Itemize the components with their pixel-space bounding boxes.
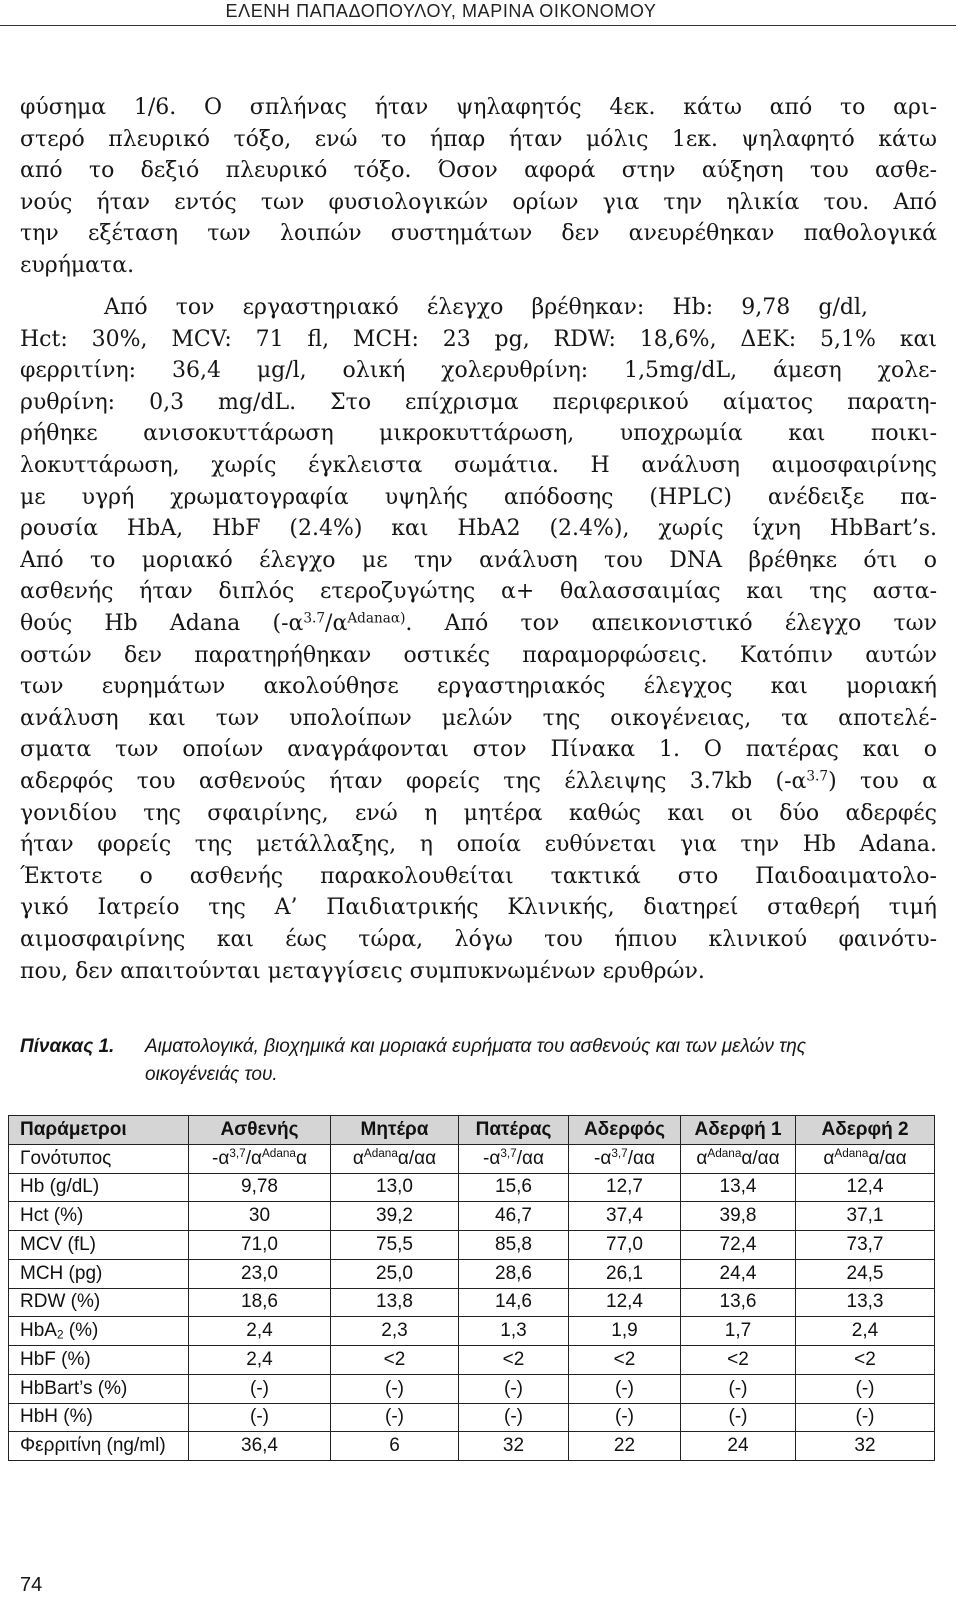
value-superscript: 3,7 <box>229 1146 246 1160</box>
text-line: ανάλυση και των υπολοίπων μελών της οικογένειας, τα αποτελέ- <box>20 705 937 731</box>
value-superscript: 3,7 <box>611 1146 628 1160</box>
row-parameter-cell: MCH (pg) <box>9 1259 189 1288</box>
value-cell-father: (-) <box>459 1403 569 1432</box>
table-head <box>9 1116 935 1145</box>
column-header-patient: Ασθενής <box>189 1116 331 1145</box>
value-cell-sister-2: 12,4 <box>796 1173 935 1202</box>
value-cell-sister-1: <2 <box>681 1346 796 1375</box>
text-line: αιμοσφαιρίνης και έως τώρα, λόγω του ήπιου κλινικού φαινότυ- <box>20 926 937 952</box>
value-cell-patient: (-) <box>189 1374 331 1403</box>
value-cell-mother: <2 <box>331 1346 459 1375</box>
value-cell-father: <2 <box>459 1346 569 1375</box>
value-cell-mother <box>331 1144 459 1173</box>
column-header-sister-1: Αδερφή 1 <box>681 1116 796 1145</box>
text-line-text: θούς Hb Adana (-α <box>20 611 304 636</box>
value-text: /αα <box>627 1147 655 1169</box>
running-head: ΕΛΕΝΗ ΠΑΠΑΔΟΠΟΥΛΟΥ, ΜΑΡΙΝΑ ΟΙΚΟΝΟΜΟΥ <box>225 1 657 21</box>
value-text: α <box>352 1147 364 1169</box>
text-line-superscript: Adanaα) <box>347 610 406 627</box>
value-cell-brother: (-) <box>569 1374 681 1403</box>
value-cell-brother: 1,9 <box>569 1317 681 1346</box>
value-text: α <box>295 1147 307 1169</box>
value-cell-father: 28,6 <box>459 1259 569 1288</box>
table-row <box>9 1288 935 1317</box>
value-cell-mother: 13,0 <box>331 1173 459 1202</box>
text-line <box>20 766 937 798</box>
column-header-sister-2: Αδερφή 2 <box>796 1116 935 1145</box>
text-line: ήταν φορείς της μετάλλαξης, η οποία ευθύνεται για την Hb Adana. <box>20 832 937 858</box>
value-text: α/αα <box>868 1147 907 1169</box>
value-cell-father: 14,6 <box>459 1288 569 1317</box>
table-row <box>9 1144 935 1173</box>
parameter-text: HbA <box>20 1320 57 1342</box>
value-cell-sister-1: 39,8 <box>681 1202 796 1231</box>
value-cell-mother: (-) <box>331 1403 459 1432</box>
table-row <box>9 1403 935 1432</box>
text-line: γονιδίου της σφαιρίνης, ενώ η μητέρα καθώς και οι δύο αδερφές <box>20 800 937 826</box>
value-cell-sister-2 <box>796 1144 935 1173</box>
value-cell-brother: 12,7 <box>569 1173 681 1202</box>
value-cell-sister-1: 72,4 <box>681 1231 796 1260</box>
value-cell-brother: 12,4 <box>569 1288 681 1317</box>
text-line: οστών δεν παρατηρήθηκαν οστικές παραμορφώσεις. Κατόπιν αυτών <box>20 642 937 668</box>
body-paragraph <box>20 92 937 282</box>
text-line: ασθενής ήταν διπλός ετεροζυγώτης α+ θαλασσαιμίας και της αστα- <box>20 579 937 605</box>
value-cell-mother: 39,2 <box>331 1202 459 1231</box>
results-table <box>8 1115 935 1461</box>
value-cell-sister-1: 13,4 <box>681 1173 796 1202</box>
text-line: από το δεξιό πλευρικό τόξο. Όσον αφορά στην αύξηση του ασθε- <box>20 158 937 184</box>
text-line: ρήθηκε ανισοκυττάρωση μικροκυττάρωση, υποχρωμία και ποικι- <box>20 421 937 447</box>
value-text: -α <box>212 1147 230 1169</box>
column-header-brother: Αδερφός <box>569 1116 681 1145</box>
value-cell-sister-1: 1,7 <box>681 1317 796 1346</box>
value-cell-sister-2: 2,4 <box>796 1317 935 1346</box>
text-line: Από το μοριακό έλεγχο με την ανάλυση του DNA βρέθηκε ότι ο <box>20 547 937 573</box>
table-row <box>9 1173 935 1202</box>
column-header-mother: Μητέρα <box>331 1116 459 1145</box>
value-text: -α <box>483 1147 501 1169</box>
text-line: στερό πλευρικό τόξο, ενώ το ήπαρ ήταν μόλις 1εκ. ψηλαφητό κάτω <box>20 126 937 152</box>
row-parameter-cell: HbF (%) <box>9 1346 189 1375</box>
value-cell-patient: (-) <box>189 1403 331 1432</box>
row-parameter-cell: RDW (%) <box>9 1288 189 1317</box>
value-cell-patient: 36,4 <box>189 1432 331 1461</box>
table-row <box>9 1346 935 1375</box>
table-header-row <box>9 1116 935 1145</box>
value-cell-sister-1: 24,4 <box>681 1259 796 1288</box>
text-line-superscript: 3.7 <box>303 610 326 627</box>
value-cell-father: 1,3 <box>459 1317 569 1346</box>
column-header-father: Πατέρας <box>459 1116 569 1145</box>
value-cell-patient: 30 <box>189 1202 331 1231</box>
value-cell-mother: 25,0 <box>331 1259 459 1288</box>
row-parameter-cell: Hct (%) <box>9 1202 189 1231</box>
value-superscript: 3,7 <box>500 1146 517 1160</box>
value-text: -α <box>594 1147 612 1169</box>
text-line: νούς ήταν εντός των φυσιολογικών ορίων για την ηλικία του. Από <box>20 189 937 215</box>
text-line-text: ) του α <box>828 768 937 794</box>
value-cell-sister-2: 73,7 <box>796 1231 935 1260</box>
header-rule <box>0 25 956 26</box>
value-cell-brother: 26,1 <box>569 1259 681 1288</box>
value-cell-sister-2: 13,3 <box>796 1288 935 1317</box>
value-cell-father <box>459 1144 569 1173</box>
row-parameter-cell: Hb (g/dL) <box>9 1173 189 1202</box>
text-line: φερριτίνη: 36,4 μg/l, ολική χολερυθρίνη: 1,5mg/dL, άμεση χολε- <box>20 358 937 384</box>
row-parameter-cell: HbBart’s (%) <box>9 1374 189 1403</box>
text-line: των ευρημάτων ακολούθησε εργαστηριακός έλεγχος και μοριακή <box>20 674 937 700</box>
text-line: σματα των οποίων αναγράφονται στον Πίνακα 1. Ο πατέρας και ο <box>20 737 937 763</box>
value-cell-father: 15,6 <box>459 1173 569 1202</box>
value-cell-mother: 75,5 <box>331 1231 459 1260</box>
value-text: α/αα <box>741 1147 780 1169</box>
text-line: την εξέταση των λοιπών συστημάτων δεν ανευρέθηκαν παθολογικά <box>20 221 937 247</box>
value-cell-patient: 71,0 <box>189 1231 331 1260</box>
caption-line: οικογένειάς του. <box>145 1064 278 1085</box>
table-label: Πίνακας 1. <box>20 1036 115 1057</box>
table-body <box>9 1144 935 1460</box>
text-line: Από τον εργαστηριακό έλεγχο βρέθηκαν: Hb: 9,78 g/dl, <box>104 295 868 321</box>
text-line: φύσημα 1/6. Ο σπλήνας ήταν ψηλαφητός 4εκ. κάτω από το αρι- <box>20 95 937 120</box>
table-row <box>9 1231 935 1260</box>
value-cell-mother: 13,8 <box>331 1288 459 1317</box>
text-line: που, δεν απαιτούνται μεταγγίσεις συμπυκνωμένων ερυθρών. <box>20 958 705 984</box>
value-cell-brother: 77,0 <box>569 1231 681 1260</box>
body-text <box>20 92 937 987</box>
text-line: ρυθρίνη: 0,3 mg/dL. Στο επίχρισμα περιφερικού αίματος παρατη- <box>20 389 937 415</box>
column-header-parameter: Παράμετροι <box>9 1116 189 1145</box>
row-parameter-cell <box>9 1317 189 1346</box>
value-cell-brother: <2 <box>569 1346 681 1375</box>
row-parameter-cell: Φερριτίνη (ng/ml) <box>9 1432 189 1461</box>
value-cell-father: 32 <box>459 1432 569 1461</box>
value-cell-father: (-) <box>459 1374 569 1403</box>
value-superscript: Adana <box>834 1146 869 1160</box>
value-cell-patient: 18,6 <box>189 1288 331 1317</box>
text-line-text: . Από τον απεικονιστικό έλεγχο των <box>405 611 937 636</box>
text-line-superscript: 3.7 <box>806 768 829 785</box>
value-cell-sister-2: (-) <box>796 1374 935 1403</box>
value-text: α/αα <box>397 1147 437 1169</box>
value-cell-sister-1: 24 <box>681 1432 796 1461</box>
value-cell-mother: 6 <box>331 1432 459 1461</box>
value-text: /α <box>245 1147 262 1169</box>
text-line: ρουσία HbA, HbF (2.4%) και HbA2 (2.4%), χωρίς ίχνη HbBart’s. <box>20 516 937 542</box>
caption-line: Αιματολογικά, βιοχημικά και μοριακά ευρήματα του ασθενούς και των μελών της <box>145 1036 807 1057</box>
value-text: /αα <box>516 1147 544 1169</box>
value-superscript: Adana <box>363 1146 398 1160</box>
text-line: λοκυττάρωση, χωρίς έγκλειστα σωμάτια. Η ανάλυση αιμοσφαιρίνης <box>20 453 937 479</box>
value-cell-patient: 23,0 <box>189 1259 331 1288</box>
table-row <box>9 1432 935 1461</box>
value-cell-sister-2: 32 <box>796 1432 935 1461</box>
value-cell-sister-1: 13,6 <box>681 1288 796 1317</box>
value-cell-sister-2: 37,1 <box>796 1202 935 1231</box>
value-cell-father: 46,7 <box>459 1202 569 1231</box>
value-cell-sister-2: 24,5 <box>796 1259 935 1288</box>
table-row <box>9 1317 935 1346</box>
value-cell-brother: (-) <box>569 1403 681 1432</box>
value-superscript: Adana <box>261 1146 296 1160</box>
row-parameter-cell: Γονότυπος <box>9 1144 189 1173</box>
table-row <box>9 1202 935 1231</box>
text-line: με υγρή χρωματογραφία υψηλής απόδοσης (HPLC) ανέδειξε πα- <box>20 484 937 510</box>
value-cell-mother: (-) <box>331 1374 459 1403</box>
table-row <box>9 1259 935 1288</box>
text-line: ευρήματα. <box>20 252 135 278</box>
text-line: Έκτοτε ο ασθενής παρακολουθείται τακτικά στο Παιδοαιματολο- <box>20 863 937 889</box>
value-cell-sister-2: <2 <box>796 1346 935 1375</box>
value-cell-sister-2: (-) <box>796 1403 935 1432</box>
value-cell-patient: 2,4 <box>189 1317 331 1346</box>
value-cell-sister-1: (-) <box>681 1374 796 1403</box>
value-text: α <box>696 1147 708 1169</box>
value-cell-sister-1: (-) <box>681 1403 796 1432</box>
text-line: Hct: 30%, MCV: 71 fl, MCH: 23 pg, RDW: 18,6%, ΔΕΚ: 5,1% και <box>20 326 937 352</box>
value-cell-mother: 2,3 <box>331 1317 459 1346</box>
value-superscript: Adana <box>707 1146 742 1160</box>
parameter-text: (%) <box>63 1320 99 1342</box>
page-number: 74 <box>20 1574 43 1596</box>
value-cell-patient: 9,78 <box>189 1173 331 1202</box>
text-line-text: /α <box>325 611 348 636</box>
value-cell-sister-1 <box>681 1144 796 1173</box>
value-cell-brother <box>569 1144 681 1173</box>
value-text: α <box>823 1147 835 1169</box>
value-cell-brother: 22 <box>569 1432 681 1461</box>
table-row <box>9 1374 935 1403</box>
text-line <box>20 608 937 640</box>
text-line-text: αδερφός του ασθενούς ήταν φορείς της έλλειψης 3.7kb (-α <box>20 768 807 794</box>
parameter-subscript: 2 <box>56 1328 64 1342</box>
value-cell-brother: 37,4 <box>569 1202 681 1231</box>
value-cell-patient: 2,4 <box>189 1346 331 1375</box>
body-paragraph <box>20 292 937 987</box>
value-cell-patient <box>189 1144 331 1173</box>
row-parameter-cell: MCV (fL) <box>9 1231 189 1260</box>
value-cell-father: 85,8 <box>459 1231 569 1260</box>
text-line: γικό Ιατρείο της Α’ Παιδιατρικής Κλινικής, διατηρεί σταθερή τιμή <box>20 895 937 921</box>
table-caption <box>145 1033 806 1089</box>
row-parameter-cell: HbH (%) <box>9 1403 189 1432</box>
